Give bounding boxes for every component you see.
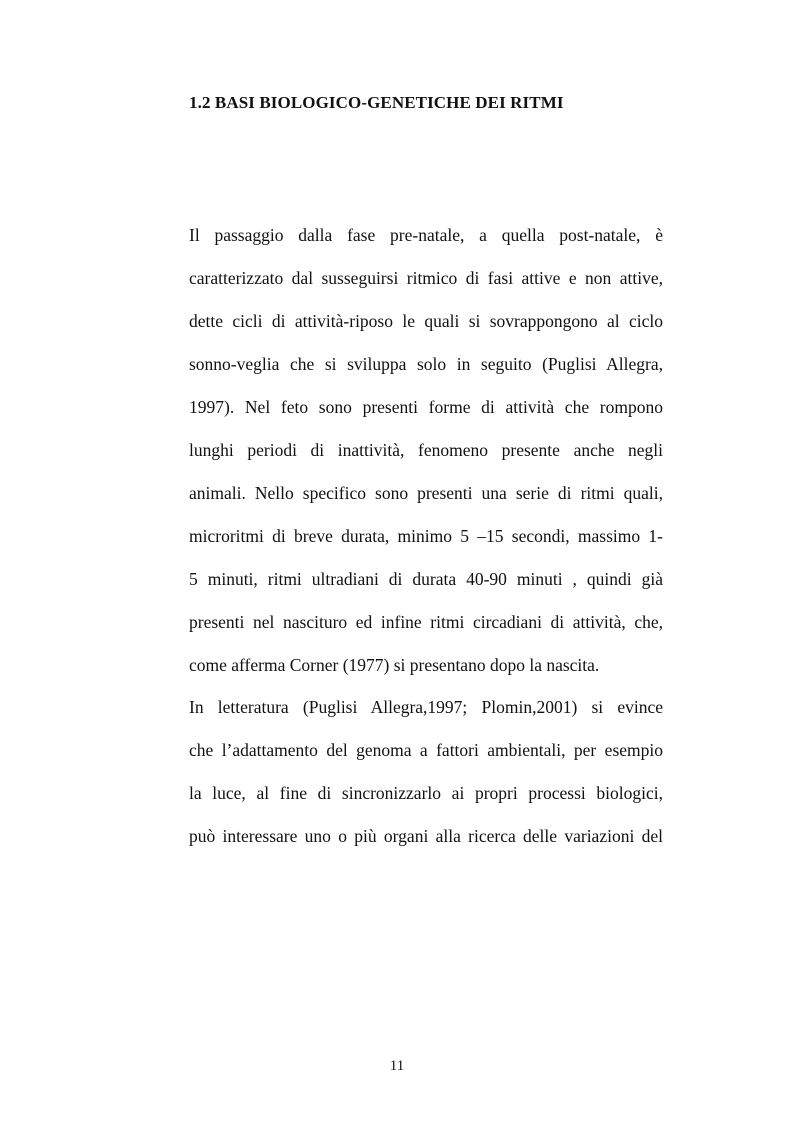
text-line: 1997). Nel feto sono presenti forme di attività che rompono bbox=[189, 397, 663, 417]
text-line: microritmi di breve durata, minimo 5 –15 secondi, massimo 1- bbox=[189, 526, 663, 546]
text-line: può interessare uno o più organi alla ricerca delle variazioni del bbox=[189, 826, 663, 846]
text-line: la luce, al fine di sincronizzarlo ai propri processi biologici, bbox=[189, 783, 663, 803]
section-heading: 1.2 BASI BIOLOGICO-GENETICHE DEI RITMI bbox=[189, 93, 564, 112]
text-line: sonno-veglia che si sviluppa solo in seguito (Puglisi Allegra, bbox=[189, 354, 663, 374]
text-line: lunghi periodi di inattività, fenomeno presente anche negli bbox=[189, 440, 663, 460]
page-number: 11 bbox=[389, 1058, 405, 1074]
text-line: 5 minuti, ritmi ultradiani di durata 40-90 minuti , quindi già bbox=[189, 569, 663, 589]
paragraph-2 bbox=[189, 686, 663, 858]
text-line: animali. Nello specifico sono presenti una serie di ritmi quali, bbox=[189, 483, 663, 503]
text-line: caratterizzato dal susseguirsi ritmico di fasi attive e non attive, bbox=[189, 268, 663, 288]
paragraph-1 bbox=[189, 214, 663, 687]
text-line: presenti nel nascituro ed infine ritmi circadiani di attività, che, bbox=[189, 612, 663, 632]
text-line: In letteratura (Puglisi Allegra,1997; Plomin,2001) si evince bbox=[189, 697, 663, 717]
text-line: come afferma Corner (1977) si presentano dopo la nascita. bbox=[189, 655, 600, 675]
text-line: che l’adattamento del genoma a fattori ambientali, per esempio bbox=[189, 740, 663, 760]
text-line: Il passaggio dalla fase pre-natale, a quella post-natale, è bbox=[189, 225, 663, 245]
text-line: dette cicli di attività-riposo le quali si sovrappongono al ciclo bbox=[189, 311, 663, 331]
